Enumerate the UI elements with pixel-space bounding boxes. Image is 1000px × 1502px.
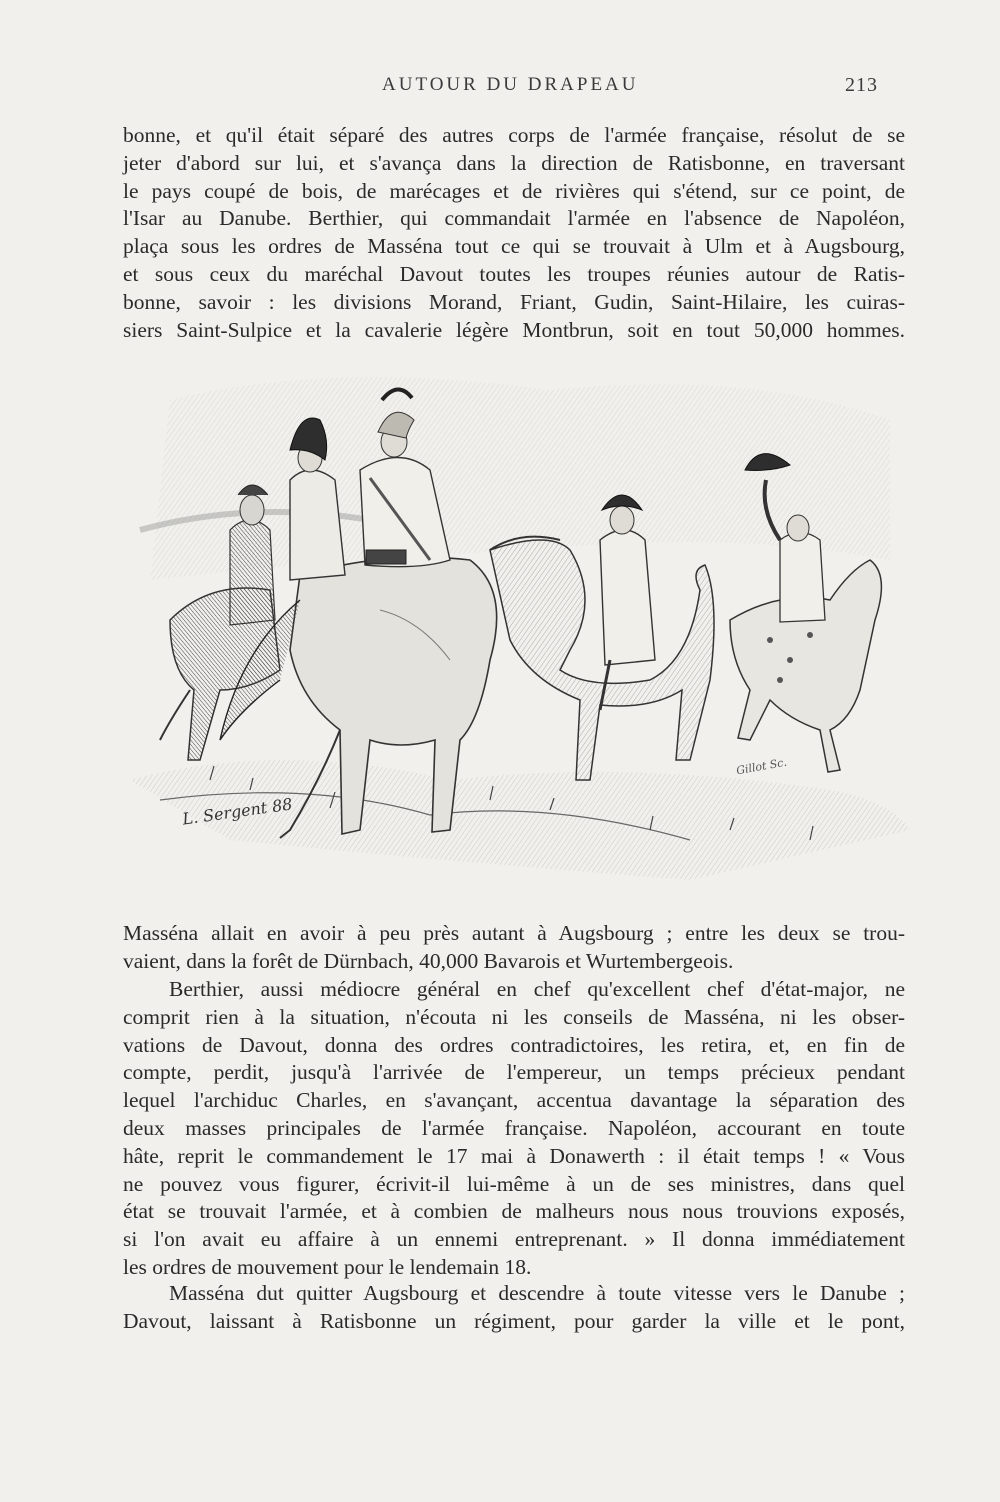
engraver-signature: Gillot Sc. <box>735 755 788 778</box>
text-line: Masséna dut quitter Augsbourg et descendre à toute vitesse vers le Danube ; <box>169 1281 905 1305</box>
text-line: hâte, reprit le commandement le 17 mai à Donawerth : il était temps ! « Vous <box>123 1143 905 1168</box>
running-head <box>0 74 1000 104</box>
text-line: plaça sous les ordres de Masséna tout ce qui se trouvait à Ulm et à Augsbourg, <box>123 234 905 259</box>
artist-signature: L. Sergent 88 <box>181 794 294 829</box>
paragraph-3 <box>123 976 905 1282</box>
text-line: état se trouvait l'armée, et à combien de malheurs nous nous trouvions exposés, <box>123 1199 905 1224</box>
text-line: jeter d'abord sur lui, et s'avança dans la direction de Ratisbonne, en traversant <box>123 150 905 175</box>
text-line: compte, perdit, jusqu'à l'arrivée de l'empereur, un temps précieux pendant <box>123 1060 905 1085</box>
running-title: AUTOUR DU DRAPEAU <box>382 74 639 95</box>
text-line: Masséna allait en avoir à peu près autant à Augsbourg ; entre les deux se trou- <box>123 921 905 945</box>
text-line: ne pouvez vous figurer, écrivit-il lui-même à un de ses ministres, dans quel <box>123 1171 905 1196</box>
text-line: l'Isar au Danube. Berthier, qui commandait l'armée en l'absence de Napoléon, <box>123 206 905 231</box>
text-line: bonne, savoir : les divisions Morand, Friant, Gudin, Saint-Hilaire, les cuiras- <box>123 289 905 314</box>
text-line: deux masses principales de l'armée française. Napoléon, accourant en toute <box>123 1115 905 1140</box>
text-line: les ordres de mouvement pour le lendemain 18. <box>123 1254 532 1279</box>
text-line: Berthier, aussi médiocre général en chef qu'excellent chef d'état-major, ne <box>169 977 905 1001</box>
text-line: comprit rien à la situation, n'écouta ni les conseils de Masséna, ni les obser- <box>123 1004 905 1029</box>
text-line: le pays coupé de bois, de marécages et de rivières qui s'étend, sur ce point, de <box>123 178 905 203</box>
paragraph-4 <box>123 1280 905 1336</box>
text-line: si l'on avait eu affaire à un ennemi entreprenant. » Il donna immédiatement <box>123 1227 905 1252</box>
page-number: 213 <box>845 74 878 96</box>
text-line: vations de Davout, donna des ordres contradictoires, les retira, et, en fin de <box>123 1032 905 1057</box>
text-line: et sous ceux du maréchal Davout toutes les troupes réunies autour de Ratis- <box>123 261 905 286</box>
paragraph-1 <box>123 122 905 344</box>
paragraph-2 <box>123 920 905 976</box>
text-line: vaient, dans la forêt de Dürnbach, 40,000 Bavarois et Wurtembergeois. <box>123 948 734 973</box>
text-line: lequel l'archiduc Charles, en s'avançant, accentua davantage la séparation des <box>123 1088 905 1113</box>
text-line: bonne, et qu'il était séparé des autres corps de l'armée française, résolut de se <box>123 123 905 147</box>
text-line: Davout, laissant à Ratisbonne un régiment, pour garder la ville et le pont, <box>123 1308 905 1333</box>
text-line: siers Saint-Sulpice et la cavalerie légère Montbrun, soit en tout 50,000 hommes. <box>123 317 905 342</box>
